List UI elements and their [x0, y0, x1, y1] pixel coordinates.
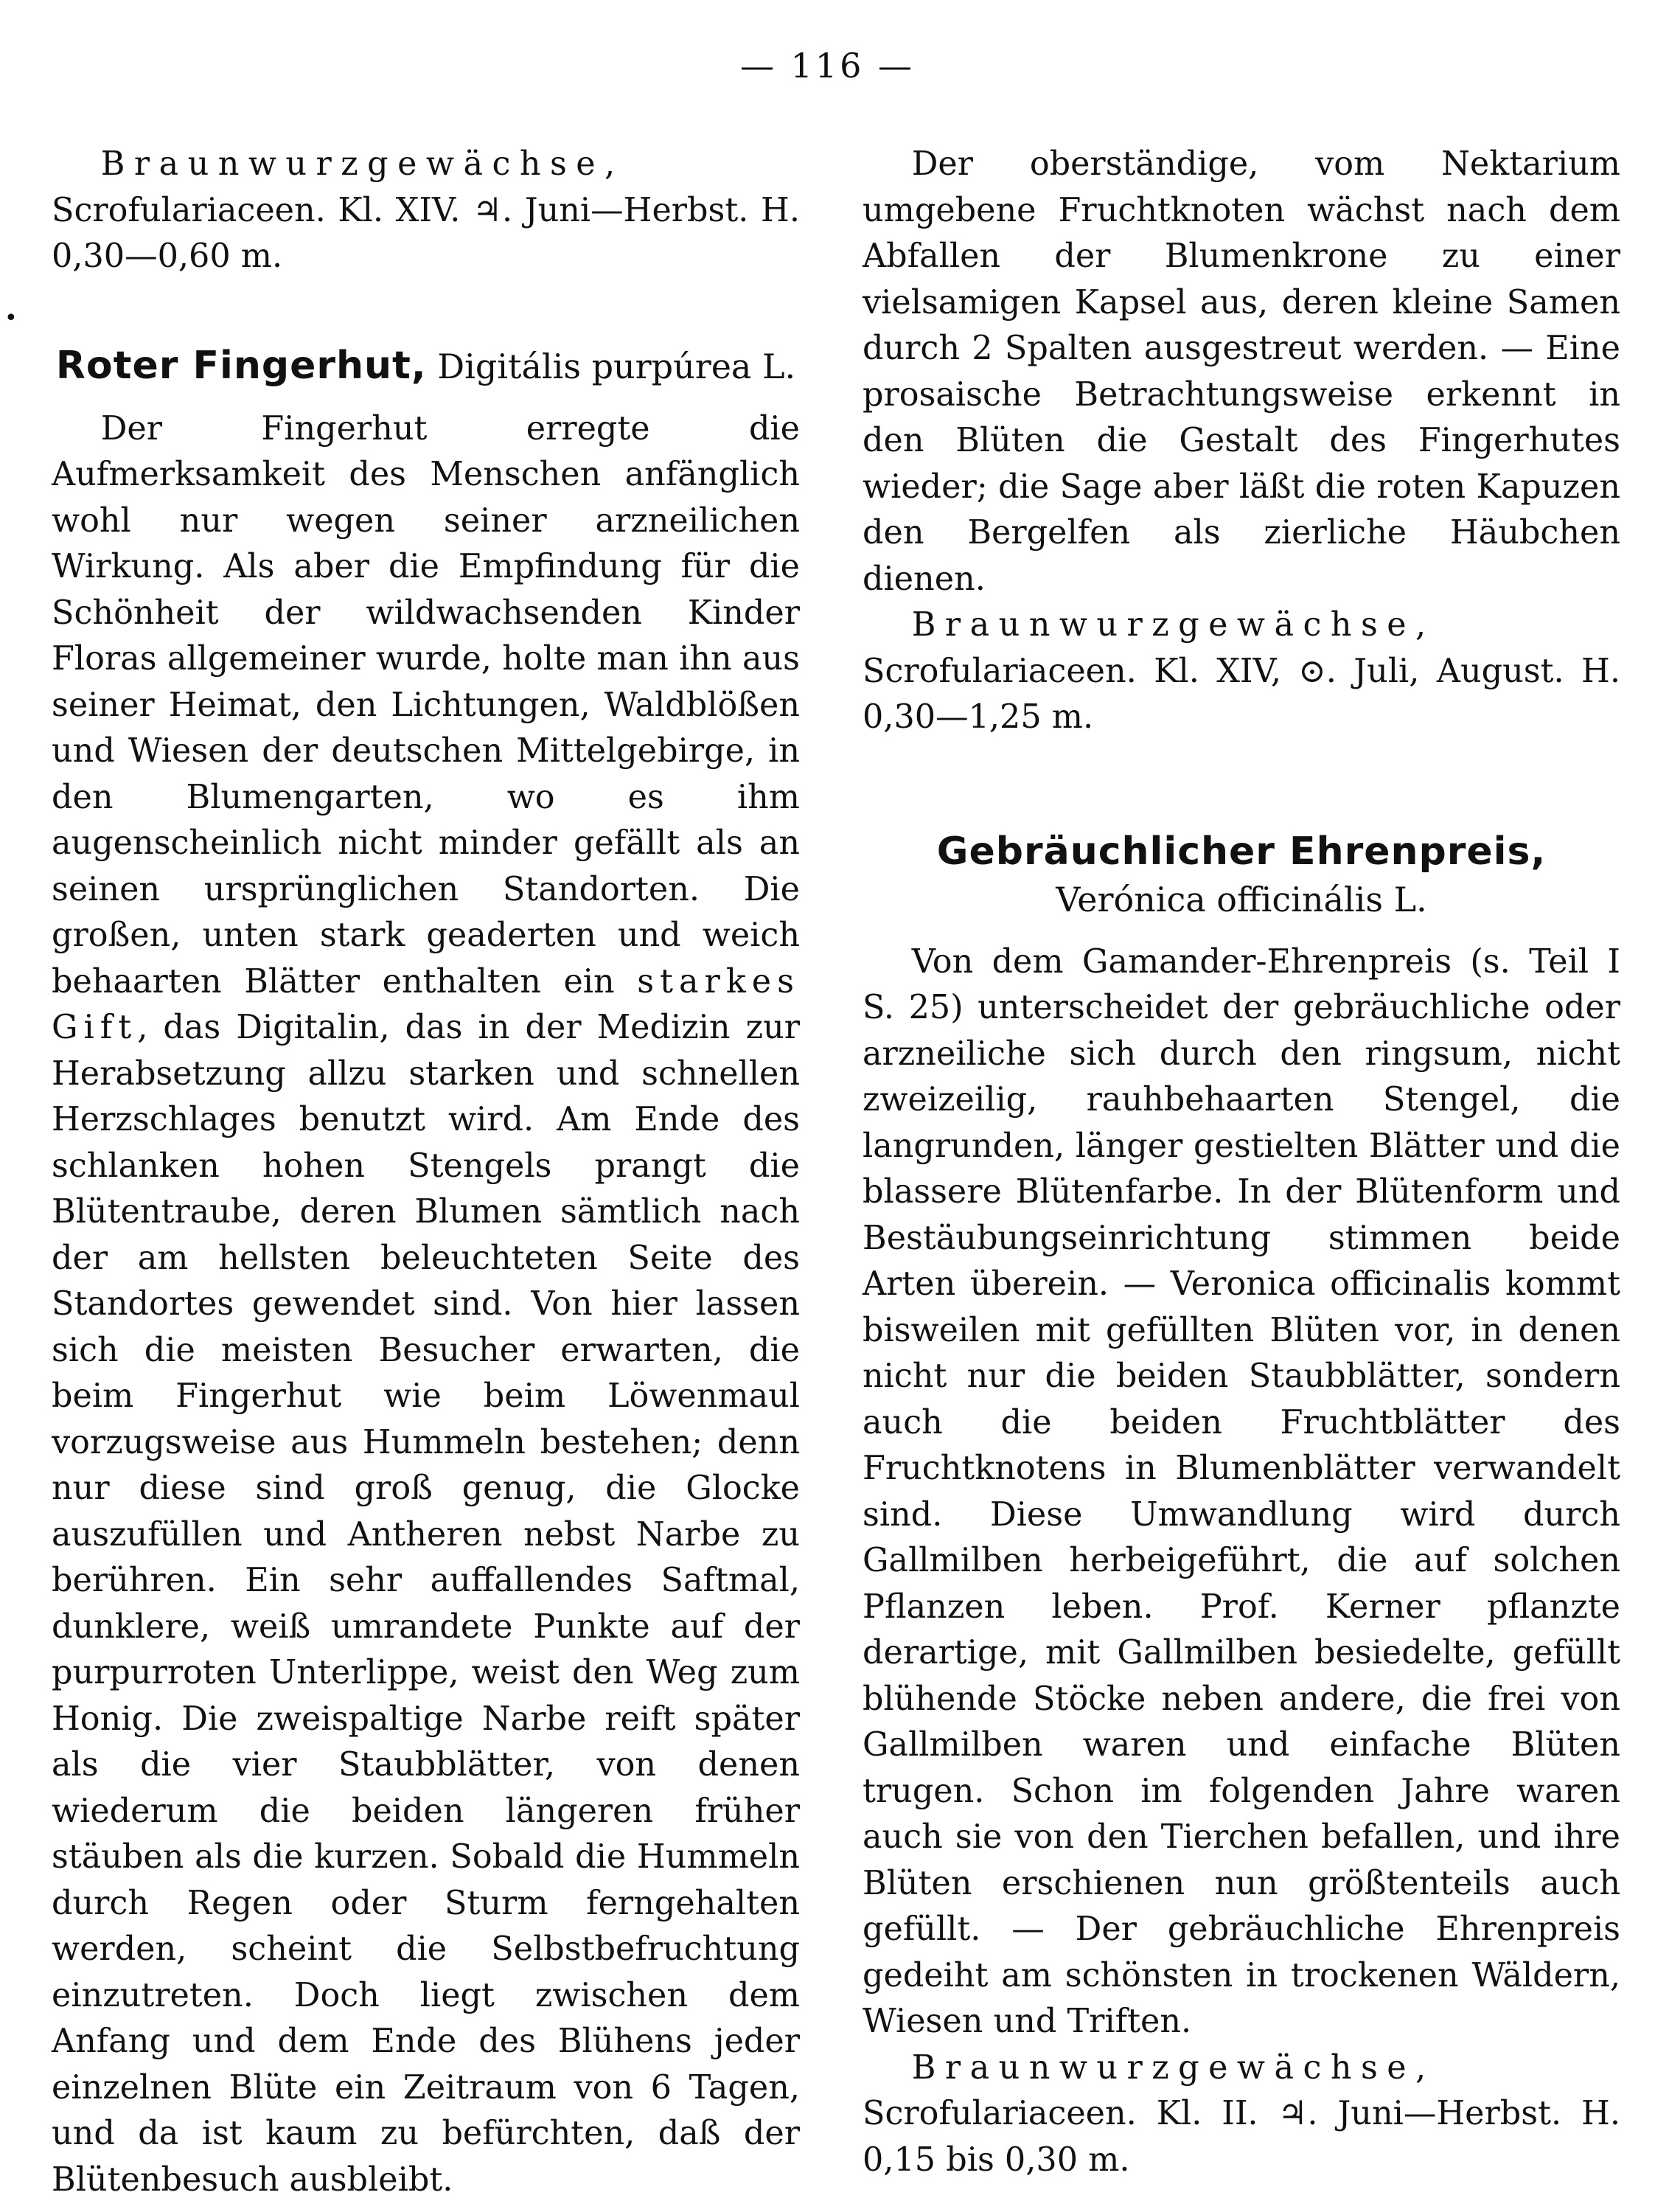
plant-heading-digitalis [52, 342, 800, 390]
classification-details: Scrofulariaceen. Kl. XIV. ♃. Juni—Herbst. H. 0,30—0,60 m. [52, 191, 800, 275]
emphasis-gift: Gift [52, 1009, 138, 1046]
emphasis-starkes: starkes [637, 962, 800, 1001]
body-paragraph-veronica: Von dem Gamander-Ehrenpreis (s. Teil I S. 25) unterscheidet der gebräuchliche oder arzneiliche sich durch den ringsum, nicht zweizeilig, rauhbehaarten Stengel, die langrunden, länger gestielten Blätter und die blassere Blütenfarbe. In der Blütenform und Bestäubungseinrichtung stimmen beide Arten überein. — Veronica officinalis kommt bisweilen mit gefüllten Blüten vor, in denen nicht nur die beiden Staubblätter, sondern auch die beiden Fruchtblätter des Fruchtknotens in Blumenblätter verwandelt sind. Diese Umwandlung wird durch Gallmilben herbeigeführt, die auf solchen Pflanzen leben. Prof. Kerner pflanzte derartige, mit Gallmilben besiedelte, gefüllt blühende Stöcke neben andere, die frei von Gallmilben waren und einfache Blüten trugen. Schon im folgenden Jahre waren auch sie von den Tierchen befallen, und ihre Blüten erschienen nun größtenteils auch gefüllt. — Der gebräuchliche Ehrenpreis gedeiht am schönsten in trockenen Wäldern, Wiesen und Triften. [863, 942, 1620, 2040]
family-name-german: Braunwurzgewächse, [911, 2048, 1435, 2087]
plant-name-german: Gebräuchlicher Ehrenpreis, [936, 829, 1547, 874]
family-name-german: Braunwurzgewächse, [911, 606, 1435, 644]
plant-name-german: Roter Fingerhut, [55, 343, 427, 388]
left-column [52, 142, 800, 2203]
classification-paragraph [52, 142, 800, 280]
family-name-german: Braunwurzgewächse, [100, 145, 624, 183]
margin-bullet-mark: • [4, 305, 18, 331]
body-text-part-a: Der Fingerhut erregte die Aufmerksamkeit des Menschen anfänglich wohl nur wegen seiner arzneilichen Wirkung. Als aber die Empfindung für die Schönheit der wildwachsenden Kinder Floras allgemeiner wurde, holte man ihn aus seiner Heimat, den Lichtungen, Waldblößen und Wiesen der deutschen Mittelgebirge, in den Blumengarten, wo es ihm augenscheinlich nicht minder gefällt als an seinen ursprünglichen Standorten. Die großen, unten stark geaderten und weich behaarten Blätter enthalten ein [52, 409, 800, 1001]
classification-details: Scrofulariaceen. Kl. II. ♃. Juni—Herbst. H. 0,15 bis 0,30 m. [863, 2095, 1620, 2179]
body-text-part-c: , das Digitalin, das in der Medizin zur Herabsetzung allzu starken und schnellen Herzschlages benutzt wird. Am Ende des schlanken hohen Stengels prangt die Blütentraube, deren Blumen sämtlich nach der am hellsten beleuchteten Seite des Standortes gewendet sind. Von hier lassen sich die meisten Besucher erwarten, die beim Fingerhut wie beim Löwenmaul vorzugsweise aus Hummeln bestehen; denn nur diese sind groß genug, die Glocke auszufüllen und Antheren nebst Narbe zu berühren. Ein sehr auffallendes Saftmal, dunklere, weiß umrandete Punkte auf der purpurroten Unterlippe, weist den Weg zum Honig. Die zweispaltige Narbe reift später als die vier Staubblätter, von denen wiederum die beiden längeren früher stäuben als die kurzen. Sobald die Hummeln durch Regen oder Sturm ferngehalten werden, scheint die Selbstbefruchtung einzutreten. Doch liegt zwischen dem Anfang und dem Ende des Blühens jeder einzelnen Blüte ein Zeitraum von 6 Tagen, und da ist kaum zu befürchten, daß der Blütenbesuch ausbleibt. [52, 1009, 800, 2199]
plant-name-latin: Verónica officinális L. [1056, 879, 1427, 919]
classification-details: Scrofulariaceen. Kl. XIV, ⊙. Juli, August. H. 0,30—1,25 m. [863, 652, 1620, 736]
classification-paragraph [863, 2045, 1620, 2184]
body-paragraph-digitalis-continued: Der oberständige, vom Nektarium umgebene Fruchtknoten wächst nach dem Abfallen der Blumenkrone zu einer vielsamigen Kapsel aus, deren kleine Samen durch 2 Spalten ausgestreut werden. — Eine prosaische Betrachtungsweise erkennt in den Blüten die Gestalt des Fingerhutes wieder; die Sage aber läßt die roten Kapuzen den Bergelfen als zierliche Häubchen dienen. [863, 145, 1620, 598]
classification-paragraph [863, 602, 1620, 741]
right-column [863, 142, 1620, 2183]
body-paragraph-digitalis [52, 406, 800, 2204]
plant-name-latin: Digitális purpúrea L. [437, 346, 796, 386]
plant-heading-veronica [863, 828, 1620, 923]
page-number: — 116 — [739, 46, 916, 86]
